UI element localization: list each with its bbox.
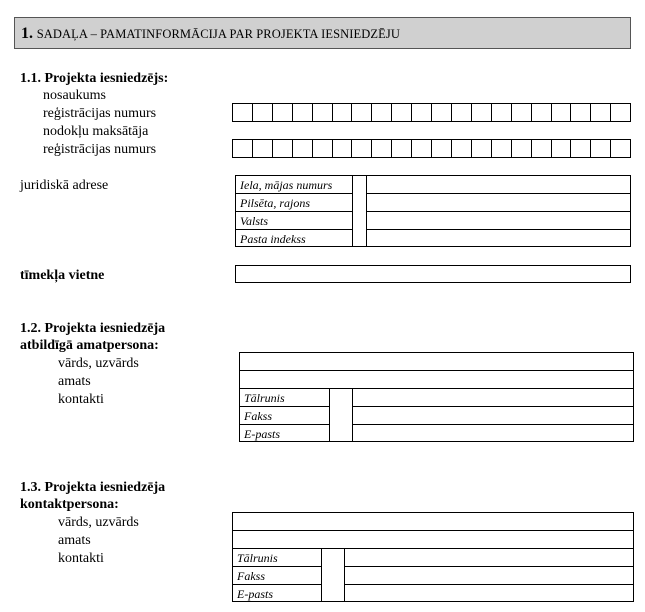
contact-person-fax-input[interactable]	[345, 567, 633, 584]
tax-payer-label: nodokļu maksātāja	[43, 124, 149, 139]
address-label: juridiskā adrese	[20, 178, 109, 193]
official-name-label: vārds, uzvārds	[58, 356, 139, 371]
address-street-label: Iela, mājas numurs	[240, 178, 333, 192]
name-label: nosaukums	[43, 88, 106, 103]
contact-person-phone-input[interactable]	[345, 549, 633, 566]
address-street-input[interactable]	[367, 176, 630, 193]
reg-number-label: reģistrācijas numurs	[43, 106, 157, 121]
section-1-2-heading-line1: 1.2. Projekta iesniedzēja	[20, 321, 166, 336]
website-label: tīmekļa vietne	[20, 268, 105, 283]
address-country-label: Valsts	[240, 214, 269, 228]
tax-reg-number-input[interactable]	[232, 139, 631, 158]
contact-person-contacts-label: kontakti	[58, 551, 104, 566]
website-input[interactable]	[235, 265, 631, 283]
reg-number-input[interactable]	[232, 103, 631, 122]
contact-person-position-input[interactable]	[233, 531, 633, 548]
official-position-input[interactable]	[240, 371, 633, 388]
official-fax-label: Fakss	[244, 409, 272, 423]
section-1-3-heading-line2: kontaktpersona:	[20, 497, 119, 512]
address-country-input[interactable]	[367, 212, 630, 229]
contact-person-name-input[interactable]	[233, 513, 633, 530]
official-fax-input[interactable]	[353, 407, 633, 424]
section-1-1-heading: 1.1. Projekta iesniedzējs:	[20, 71, 169, 86]
address-postcode-input[interactable]	[367, 230, 630, 246]
address-postcode-label: Pasta indekss	[240, 232, 306, 246]
section-title: 1. SADAĻA – PAMATINFORMĀCIJA PAR PROJEKTA IESNIEDZĒJU	[21, 25, 400, 42]
contact-person-name-label: vārds, uzvārds	[58, 515, 139, 530]
contact-person-phone-label: Tālrunis	[237, 551, 278, 565]
section-1-2-heading-line2: atbildīgā amatpersona:	[20, 338, 159, 353]
official-phone-label: Tālrunis	[244, 391, 285, 405]
official-contacts-label: kontakti	[58, 392, 104, 407]
official-email-input[interactable]	[353, 425, 633, 441]
section-header	[14, 17, 631, 49]
official-position-label: amats	[58, 374, 91, 389]
address-city-input[interactable]	[367, 194, 630, 211]
official-email-label: E-pasts	[244, 427, 280, 441]
contact-person-fax-label: Fakss	[237, 569, 265, 583]
contact-person-email-label: E-pasts	[237, 587, 273, 601]
official-phone-input[interactable]	[353, 389, 633, 406]
contact-person-email-input[interactable]	[345, 585, 633, 601]
contact-person-position-label: amats	[58, 533, 91, 548]
section-1-3-heading-line1: 1.3. Projekta iesniedzēja	[20, 480, 166, 495]
tax-reg-number-label: reģistrācijas numurs	[43, 142, 157, 157]
official-name-input[interactable]	[240, 353, 633, 370]
address-city-label: Pilsēta, rajons	[240, 196, 311, 210]
